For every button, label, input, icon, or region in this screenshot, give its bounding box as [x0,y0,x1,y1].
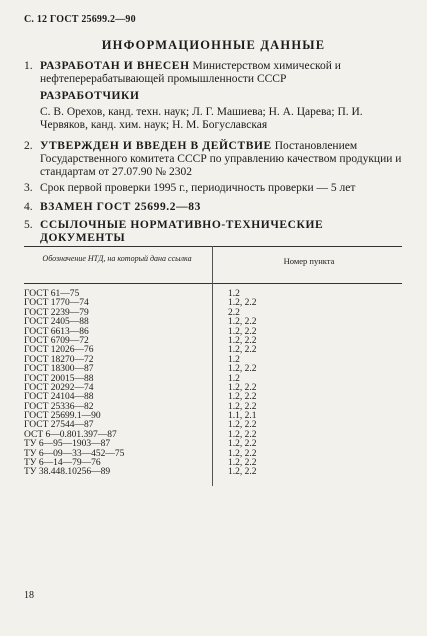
cell-document: ГОСТ 12026—76 [24,345,94,356]
developers-list: С. В. Орехов, канд. техн. наук; Л. Г. Машиева; Н. А. Царева; П. И. Червяков, канд. хим. наук; Н. М. Богуславская [40,106,363,131]
section-5 [24,219,402,245]
cell-document: ГОСТ 2405—88 [24,317,89,328]
cell-document: ГОСТ 25699.1—90 [24,411,101,422]
table-body [24,290,402,478]
page-title: ИНФОРМАЦИОННЫЕ ДАННЫЕ [101,38,326,52]
section-text: Постановлением Государственного комитета СССР по управлению качеством продукции и стандартам от 27.07.90 № 2302 [40,140,402,178]
section-heading: РАЗРАБОТАН И ВНЕСЕН [40,60,190,72]
section-heading: ВЗАМЕН ГОСТ 25699.2—83 [40,201,201,213]
cell-item: 1.2, 2.2 [228,364,257,375]
cell-item: 1.2, 2.2 [228,345,257,356]
col-header-item: Номер пункта [283,256,335,266]
cell-item: 2.2 [228,307,240,318]
cell-item: 1.2, 2.2 [228,420,257,431]
section-1 [24,60,402,86]
cell-document: ГОСТ 20292—74 [24,382,94,393]
section-heading: УТВЕРЖДЕН И ВВЕДЕН В ДЕЙСТВИЕ [40,140,272,152]
section-text: Министерством химической и нефтеперерабатывающей промышленности СССР [40,60,341,85]
cell-document: ГОСТ 1770—74 [24,298,89,309]
cell-item: 1.2, 2.2 [228,326,257,337]
cell-item: 1.2, 2.2 [228,429,257,440]
cell-item: 1.2, 2.2 [228,467,257,478]
section-2 [24,140,402,179]
cell-document: ОСТ 6—0.801.397—87 [24,429,117,440]
cell-document: ГОСТ 20015—88 [24,373,94,384]
cell-item: 1.2, 2.2 [228,458,257,469]
section-number: 5. [24,219,33,231]
cell-document: ГОСТ 27544—87 [24,420,94,431]
cell-item: 1.2, 2.2 [228,448,257,459]
cell-document: ГОСТ 61—75 [24,289,80,299]
cell-document: ГОСТ 18270—72 [24,354,94,365]
section-4 [24,201,402,214]
section-heading: ССЫЛОЧНЫЕ НОРМАТИВНО-ТЕХНИЧЕСКИЕ ДОКУМЕНТЫ [40,219,324,244]
cell-item: 1.1, 2.1 [228,411,257,422]
cell-item: 1.2, 2.2 [228,317,257,328]
cell-item: 1.2, 2.2 [228,298,257,309]
cell-document: ГОСТ 6613—86 [24,326,89,337]
cell-item: 1.2, 2.2 [228,401,257,412]
table-row [24,468,402,477]
cell-item: 1.2, 2.2 [228,439,257,450]
developers-title: РАЗРАБОТЧИКИ [40,90,140,102]
cell-document: ГОСТ 25336—82 [24,401,94,412]
cell-item: 1.2, 2.2 [228,382,257,393]
references-table [24,246,402,486]
cell-document: ГОСТ 6709—72 [24,335,89,346]
section-3 [24,182,402,195]
cell-document: ТУ 6—95—1903—87 [24,439,111,450]
col-header-document: Обозначение НТД, на который дана ссылка [42,254,192,263]
table-header [24,246,402,284]
section-text: Срок первой проверки 1995 г., периодичность проверки — 5 лет [40,182,356,194]
cell-document: ТУ 6—14—79—76 [24,458,101,469]
cell-item: 1.2 [228,354,240,365]
section-number: 1. [24,60,33,72]
cell-document: ГОСТ 18300—87 [24,364,94,375]
section-number: 2. [24,140,33,152]
section-number: 3. [24,182,33,194]
page-header: С. 12 ГОСТ 25699.2—90 [24,14,136,25]
page-number: 18 [24,590,34,601]
cell-document: ТУ 6—09—33—452—75 [24,448,125,459]
cell-document: ГОСТ 2239—79 [24,307,89,318]
cell-item: 1.2 [228,373,240,384]
section-number: 4. [24,201,33,213]
cell-item: 1.2 [228,289,240,299]
cell-item: 1.2, 2.2 [228,335,257,346]
cell-document: ГОСТ 24104—88 [24,392,94,403]
cell-document: ТУ 38.448.10256—89 [24,467,111,478]
cell-item: 1.2, 2.2 [228,392,257,403]
